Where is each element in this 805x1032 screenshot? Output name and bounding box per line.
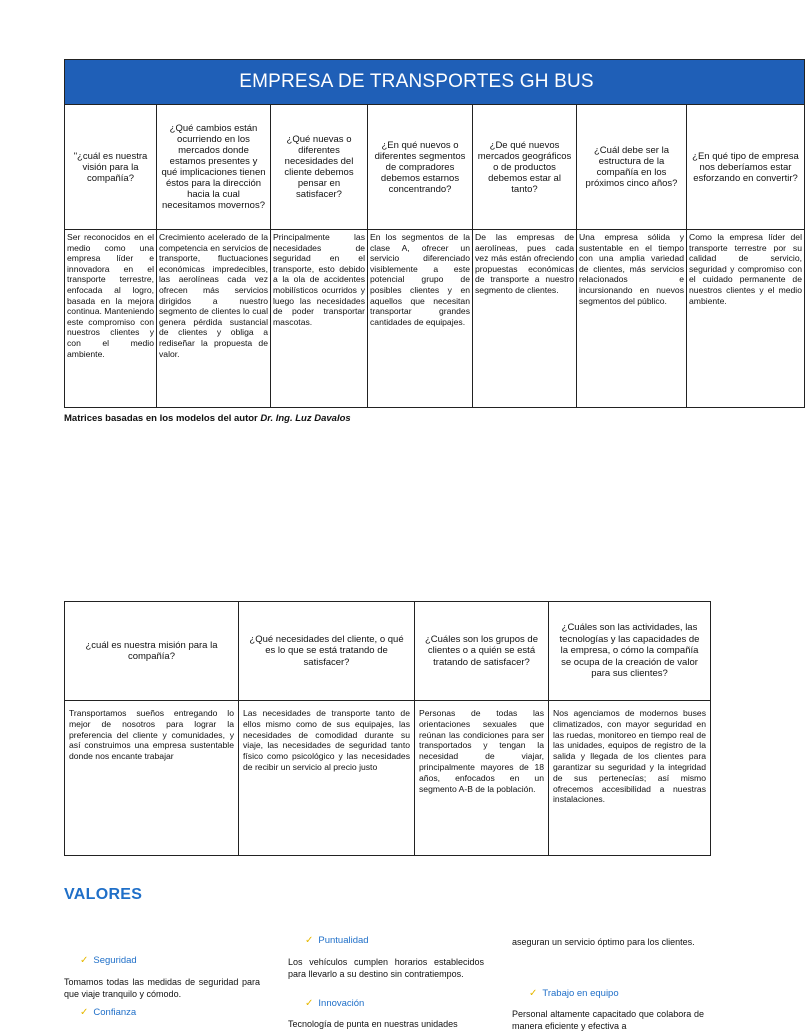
value-description: Tecnología de punta en nuestras unidades (288, 1019, 458, 1029)
question-cell: ¿Cuál debe ser la estructura de la compañía en los próximos cinco años? (577, 105, 687, 230)
answer-cell: Nos agenciamos de modernos buses climatizados, con mayor seguridad en las ruedas, monitoreo en tiempo real de las unidades, equipos de registro de la salida y llegada de los clientes para garantizar su seguridad y la integridad de sus pertenecías; así mismo ofrecemos accesibilidad a nuestras instalaciones. (549, 701, 711, 856)
table-title: EMPRESA DE TRANSPORTES GH BUS (65, 60, 805, 105)
check-icon: ✓ (80, 1007, 89, 1018)
strategy-vision-table (64, 59, 805, 408)
value-description: aseguran un servicio óptimo para los clientes. (512, 937, 695, 947)
value-label: Innovación (318, 998, 365, 1009)
question-cell: ¿En qué tipo de empresa nos deberíamos estar esforzando en convertir? (687, 105, 805, 230)
answer-cell: Ser reconocidos en el medio como una empresa líder e innovadora en el transporte terrestre, enfocada al logro, basada en la mejora continua. Manteniendo este compromiso con nuestros clientes y con el medio ambiente. (65, 230, 157, 408)
question-cell: "¿cuál es nuestra visión para la compañía? (65, 105, 157, 230)
value-puntualidad (305, 935, 369, 946)
value-description: Tomamos todas las medidas de seguridad para que viaje tranquilo y cómodo. (64, 977, 260, 999)
answer-cell: Principalmente las necesidades de seguridad en el transporte, esto debido a la ola de accidentes mobilísticos ocurridos y luego las necesidades de poder transportar mascotas. (271, 230, 368, 408)
question-row (65, 602, 711, 701)
value-label: Trabajo en equipo (542, 988, 619, 999)
value-seguridad (80, 955, 137, 966)
check-icon: ✓ (529, 988, 538, 999)
question-row (65, 105, 805, 230)
mission-table (64, 601, 711, 856)
question-cell: ¿De qué nuevos mercados geográficos o de productos debemos estar al tanto? (473, 105, 577, 230)
value-description: Los vehículos cumplen horarios establecidos para llevarlo a su destino sin contratiempos. (288, 957, 484, 979)
answer-row (65, 701, 711, 856)
question-cell: ¿Cuáles son los grupos de clientes o a quién se está tratando de satisfacer? (415, 602, 549, 701)
answer-cell: Las necesidades de transporte tanto de ellos mismo como de sus equipajes, las necesidades de comodidad durante su viaje, las necesidades de seguridad tanto físico como psicológico y las necesidades de recibir un servicio al precio justo (239, 701, 415, 856)
value-label: Puntualidad (318, 935, 369, 946)
question-cell: ¿Qué nuevas o diferentes necesidades del cliente debemos pensar en satisfacer? (271, 105, 368, 230)
valores-heading: VALORES (64, 886, 143, 903)
answer-cell: En los segmentos de la clase A, ofrecer un servicio diferenciado visiblemente a este potencial grupo de posibles clientes y en aquellos que necesitan transportar grandes cantidades de equipajes. (368, 230, 473, 408)
answer-cell: Transportamos sueños entregando lo mejor de nosotros para lograr la preferencia del cliente y comunidades, y así construimos una empresa sustentable donde nos encante trabajar (65, 701, 239, 856)
value-confianza (80, 1007, 136, 1018)
answer-cell: Personas de todas las orientaciones sexuales que reúnan las condiciones para ser transportados y tengan la necesidad de viajar, principalmente mayores de 18 años, enfocados en un segmento A-B de la población. (415, 701, 549, 856)
answer-row (65, 230, 805, 408)
question-cell: ¿Cuáles son las actividades, las tecnologías y las capacidades de la empresa, o cómo la compañía se ocupa de la creación de valor para sus clientes? (549, 602, 711, 701)
answer-cell: Una empresa sólida y sustentable en el tiempo con una amplia variedad de clientes, más servicios relacionados e incursionando en nuevos segmentos del público. (577, 230, 687, 408)
note-author: Dr. Ing. Luz Davalos (260, 413, 351, 424)
answer-cell: De las empresas de aerolíneas, pues cada vez más están ofreciendo propuestas económicas de transporte a nuestro segmento de clientes. (473, 230, 577, 408)
value-label: Confianza (93, 1007, 137, 1018)
answer-cell: Crecimiento acelerado de la competencia en servicios de transporte, fluctuaciones económicas impredecibles, las aerolíneas cada vez ofrecen más servicios dirigidos a nuestro segmento de clientes lo cual genera pérdida sustancial de clientes y obliga a rediseñar la propuesta de valor. (157, 230, 271, 408)
check-icon: ✓ (80, 955, 89, 966)
question-cell: ¿Qué necesidades del cliente, o qué es lo que se está tratando de satisfacer? (239, 602, 415, 701)
question-cell: ¿cuál es nuestra misión para la compañía? (65, 602, 239, 701)
source-note (64, 413, 351, 424)
value-trabajo-en-equipo (529, 988, 619, 999)
value-label: Seguridad (93, 955, 137, 966)
value-innovacion (305, 998, 364, 1009)
check-icon: ✓ (305, 935, 314, 946)
check-icon: ✓ (305, 998, 314, 1009)
note-text: Matrices basadas en los modelos del autor (64, 413, 261, 424)
value-description: Personal altamente capacitado que colabora de manera eficiente y efectiva a (512, 1009, 704, 1031)
answer-cell: Como la empresa líder del transporte terrestre por su calidad de servicio, seguridad y compromiso con el cuidado permanente de nuestros clientes y el medio ambiente. (687, 230, 805, 408)
question-cell: ¿En qué nuevos o diferentes segmentos de compradores debemos estarnos concentrando? (368, 105, 473, 230)
question-cell: ¿Qué cambios están ocurriendo en los mercados donde estamos presentes y qué implicaciones tienen éstos para la dirección hacia la cual necesitamos movernos? (157, 105, 271, 230)
